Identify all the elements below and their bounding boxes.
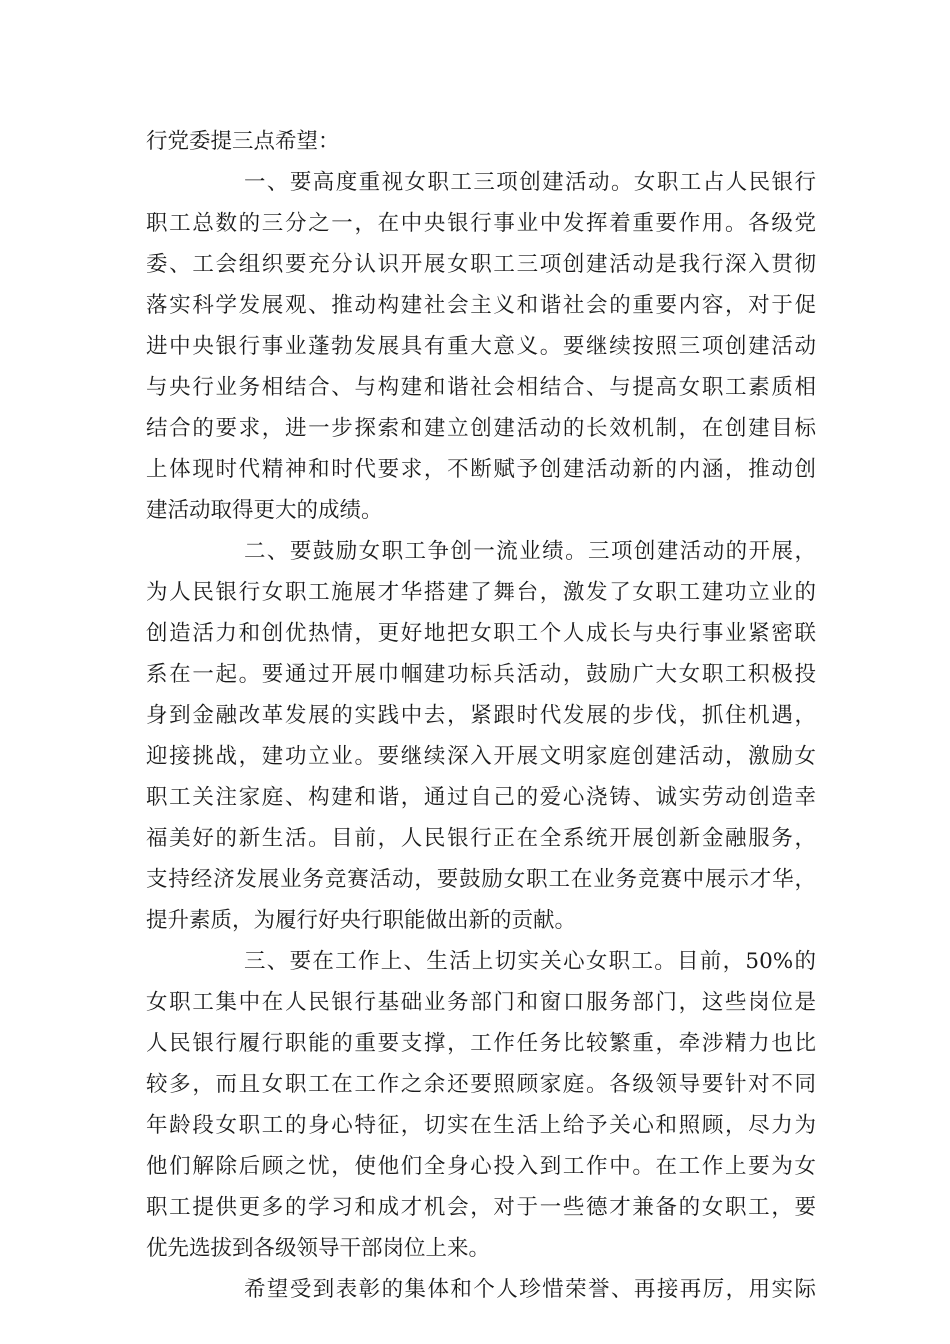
- paragraph-4-first-line: 希望受到表彰的集体和个人珍惜荣誉、再接再厉，用实际: [244, 1277, 816, 1302]
- text-line: 迎接挑战，建功立业。要继续深入开展文明家庭创建活动，激励女: [146, 744, 816, 769]
- text-line: 身到金融改革发展的实践中去，紧跟时代发展的步伐，抓住机遇，: [146, 703, 816, 728]
- text-line: 系在一起。要通过开展巾帼建功标兵活动，鼓励广大女职工积极投: [146, 662, 816, 687]
- text-line: 创造活力和创优热情，更好地把女职工个人成长与央行事业紧密联: [146, 621, 816, 646]
- text-line: 上体现时代精神和时代要求，不断赋予创建活动新的内涵，推动创: [146, 457, 816, 482]
- text-line: 较多，而且女职工在工作之余还要照顾家庭。各级领导要针对不同: [146, 1072, 816, 1097]
- text-line: 职工提供更多的学习和成才机会，对于一些德才兼备的女职工，要: [146, 1195, 816, 1220]
- paragraph-2-first-line: 二、要鼓励女职工争创一流业绩。三项创建活动的开展，: [244, 539, 816, 564]
- text-line: 提升素质，为履行好央行职能做出新的贡献。: [146, 908, 577, 933]
- text-line: 职工总数的三分之一，在中央银行事业中发挥着重要作用。各级党: [146, 211, 816, 236]
- text-line: 福美好的新生活。目前，人民银行正在全系统开展创新金融服务，: [146, 826, 816, 851]
- text-line: 年龄段女职工的身心特征，切实在生活上给予关心和照顾，尽力为: [146, 1113, 816, 1138]
- text-line: 进中央银行事业蓬勃发展具有重大意义。要继续按照三项创建活动: [146, 334, 816, 359]
- text-line: 为人民银行女职工施展才华搭建了舞台，激发了女职工建功立业的: [146, 580, 816, 605]
- paragraph-1-first-line: 一、要高度重视女职工三项创建活动。女职工占人民银行: [244, 170, 816, 195]
- text-line: 他们解除后顾之忧，使他们全身心投入到工作中。在工作上要为女: [146, 1154, 816, 1179]
- text-line: 委、工会组织要充分认识开展女职工三项创建活动是我行深入贯彻: [146, 252, 816, 277]
- paragraph-3-first-line: 三、要在工作上、生活上切实关心女职工。目前，50%的: [244, 949, 816, 974]
- text-line: 结合的要求，进一步探索和建立创建活动的长效机制，在创建目标: [146, 416, 816, 441]
- text-line: 职工关注家庭、构建和谐，通过自己的爱心浇铸、诚实劳动创造幸: [146, 785, 816, 810]
- text-line: 落实科学发展观、推动构建社会主义和谐社会的重要内容，对于促: [146, 293, 816, 318]
- text-line: 优先选拔到各级领导干部岗位上来。: [146, 1236, 491, 1261]
- text-line: 建活动取得更大的成绩。: [146, 498, 383, 523]
- text-line: 行党委提三点希望：: [146, 129, 340, 154]
- text-line: 支持经济发展业务竞赛活动，要鼓励女职工在业务竞赛中展示才华，: [146, 867, 816, 892]
- text-line: 人民银行履行职能的重要支撑，工作任务比较繁重，牵涉精力也比: [146, 1031, 816, 1056]
- text-line: 女职工集中在人民银行基础业务部门和窗口服务部门，这些岗位是: [146, 990, 816, 1015]
- text-line: 与央行业务相结合、与构建和谐社会相结合、与提高女职工素质相: [146, 375, 816, 400]
